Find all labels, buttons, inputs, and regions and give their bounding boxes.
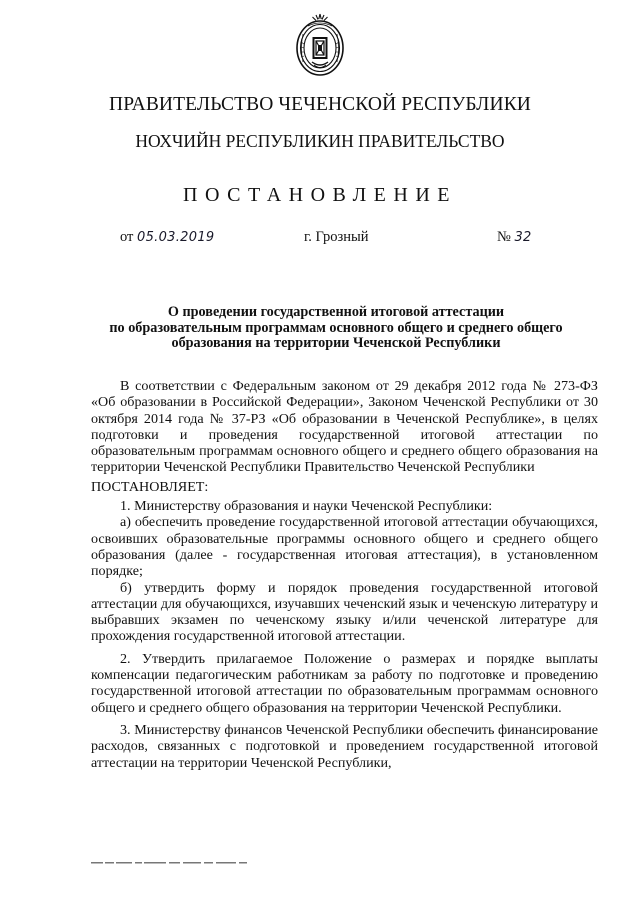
number-prefix: № <box>497 229 511 245</box>
heading-line: по образовательным программам основного общего и среднего общего <box>109 319 563 336</box>
preamble-paragraph: В соответствии с Федеральным законом от 29 декабря 2012 года № 273-ФЗ «Об образовании в Российской Федерации», Законом Чеченской Республики от 30 октября 2014 года № 37-РЗ «Об образовании в Чеченской Республике», в целях подготовки и проведения государственной итоговой аттестации по образовательным программам основного общего и среднего общего образования на территории Чеченской Республики Правительство Чеченской Республики <box>91 378 598 476</box>
item-1-intro: 1. Министерству образования и науки Чеченской Республики: <box>120 498 493 515</box>
document-heading <box>84 305 588 352</box>
date-handwritten: 05.03.2019 <box>137 230 215 245</box>
government-title: ПРАВИТЕЛЬСТВО ЧЕЧЕНСКОЙ РЕСПУБЛИКИ <box>109 94 531 115</box>
heading-line: образования на территории Чеченской Республики <box>171 335 501 351</box>
item-2: 2. Утвердить прилагаемое Положение о размерах и порядке выплаты компенсации педагогическим работникам за работу по подготовке и проведению государственной итоговой аттестации по образовательным программам основного общего и среднего общего образования на территории Чеченской Республики. <box>91 650 598 716</box>
document-body <box>91 378 598 771</box>
item-3: 3. Министерству финансов Чеченской Республики обеспечить финансирование расходов, связанных с подготовкой и проведением государственной итоговой аттестации на территории Чеченской Республики, <box>91 721 598 771</box>
document-type: ПОСТАНОВЛЕНИЕ <box>183 184 457 206</box>
number-handwritten: 32 <box>514 230 532 245</box>
document-number <box>497 229 532 249</box>
coat-of-arms-emblem <box>294 12 346 80</box>
document-city: г. Грозный <box>304 229 369 245</box>
document-date <box>120 229 214 249</box>
date-prefix: от <box>120 229 134 245</box>
item-1-b: б) утвердить форму и порядок проведения государственной итоговой аттестации для обучающихся, изучавших чеченский язык и чеченскую литературу и выбравших экзамен по чеченскому языку и/или чеченской литературе для прохождения государственной итоговой аттестации. <box>91 579 598 645</box>
item-1-a: а) обеспечить проведение государственной итоговой аттестации обучающихся, освоивших образовательные программы основного общего и среднего общего образования (далее - государственная итоговая аттестация), в установленном порядке; <box>91 514 598 580</box>
heading-line: О проведении государственной итоговой аттестации <box>167 304 505 320</box>
footer-service-mark <box>91 860 261 866</box>
government-title-chechen: НОХЧИЙН РЕСПУБЛИКИН ПРАВИТЕЛЬСТВО <box>135 131 505 151</box>
resolves-line: ПОСТАНОВЛЯЕТ: <box>91 478 209 495</box>
